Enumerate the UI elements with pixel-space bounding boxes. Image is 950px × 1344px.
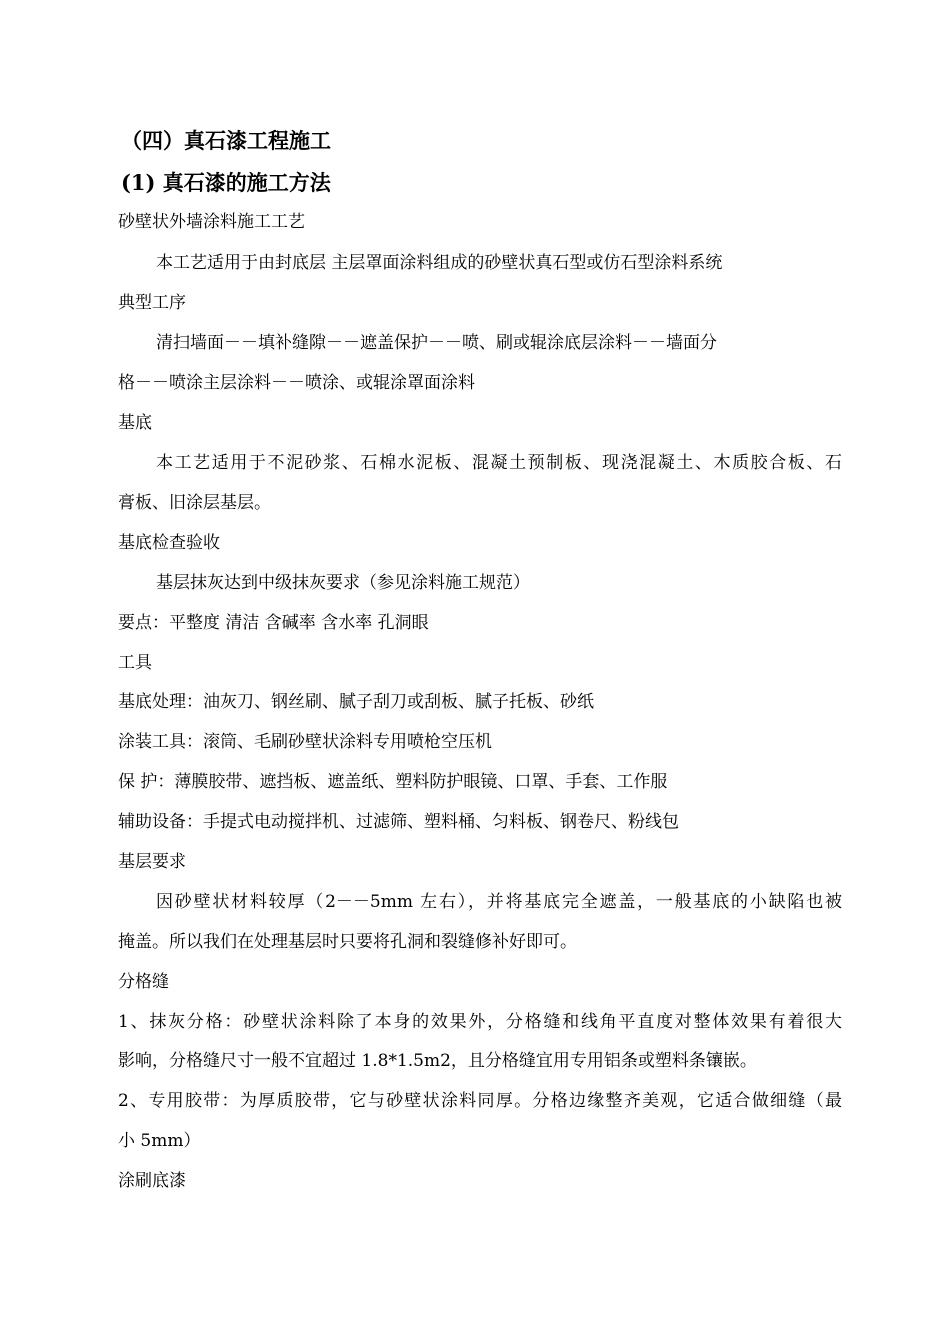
paragraph-line: 要点：平整度 清洁 含碱率 含水率 孔洞眼 [118, 613, 429, 633]
paragraph-line: 基底 [118, 413, 152, 433]
paragraph-line: 掩盖。所以我们在处理基层时只要将孔洞和裂缝修补好即可。 [118, 932, 577, 952]
paragraph-line: 基层要求 [118, 852, 186, 872]
paragraph-line: 基底检查验收 [118, 533, 220, 553]
paragraph-line: 本工艺适用于不泥砂浆、石棉水泥板、混凝土预制板、现浇混凝土、木质胶合板、石 [156, 453, 842, 473]
paragraph-line: 工具 [118, 653, 152, 673]
paragraph-line: 本工艺适用于由封底层 主层罩面涂料组成的砂壁状真石型或仿石型涂料系统 [156, 253, 723, 273]
paragraph-line: 2、专用胶带：为厚质胶带，它与砂壁状涂料同厚。分格边缘整齐美观，它适合做细缝（最 [118, 1091, 842, 1111]
heading-construction-method: (1) 真石漆的施工方法 [121, 170, 331, 195]
paragraph-line: 1、抹灰分格：砂壁状涂料除了本身的效果外，分格缝和线角平直度对整体效果有着很大 [118, 1012, 842, 1032]
paragraph-line: 基底处理：油灰刀、钢丝刷、腻子刮刀或刮板、腻子托板、砂纸 [118, 692, 594, 712]
paragraph-line: 涂装工具：滚筒、毛刷砂壁状涂料专用喷枪空压机 [118, 732, 492, 752]
paragraph-line: 典型工序 [118, 293, 186, 313]
paragraph-line: 膏板、旧涂层基层。 [118, 493, 271, 513]
paragraph-line: 砂壁状外墙涂料施工工艺 [118, 212, 305, 232]
paragraph-line: 小 5mm） [118, 1131, 201, 1151]
paragraph-line: 保 护：薄膜胶带、遮挡板、遮盖纸、塑料防护眼镜、口罩、手套、工作服 [118, 772, 668, 792]
paragraph-line: 格－－喷涂主层涂料－－喷涂、或辊涂罩面涂料 [118, 373, 475, 393]
paragraph-line: 辅助设备：手提式电动搅拌机、过滤筛、塑料桶、匀料板、钢卷尺、粉线包 [118, 812, 679, 832]
paragraph-line: 基层抹灰达到中级抹灰要求（参见涂料施工规范） [156, 573, 530, 593]
paragraph-line: 影响，分格缝尺寸一般不宜超过 1.8*1.5m2，且分格缝宜用专用铝条或塑料条镶嵌。 [118, 1051, 757, 1071]
paragraph-line: 清扫墙面－－填补缝隙－－遮盖保护－－喷、刷或辊涂底层涂料－－墙面分 [156, 333, 717, 353]
heading-section-4: （四）真石漆工程施工 [121, 128, 331, 153]
paragraph-line: 涂刷底漆 [118, 1171, 186, 1191]
paragraph-line: 因砂壁状材料较厚（2－－5mm 左右），并将基底完全遮盖，一般基底的小缺陷也被 [156, 892, 842, 912]
paragraph-line: 分格缝 [118, 972, 169, 992]
